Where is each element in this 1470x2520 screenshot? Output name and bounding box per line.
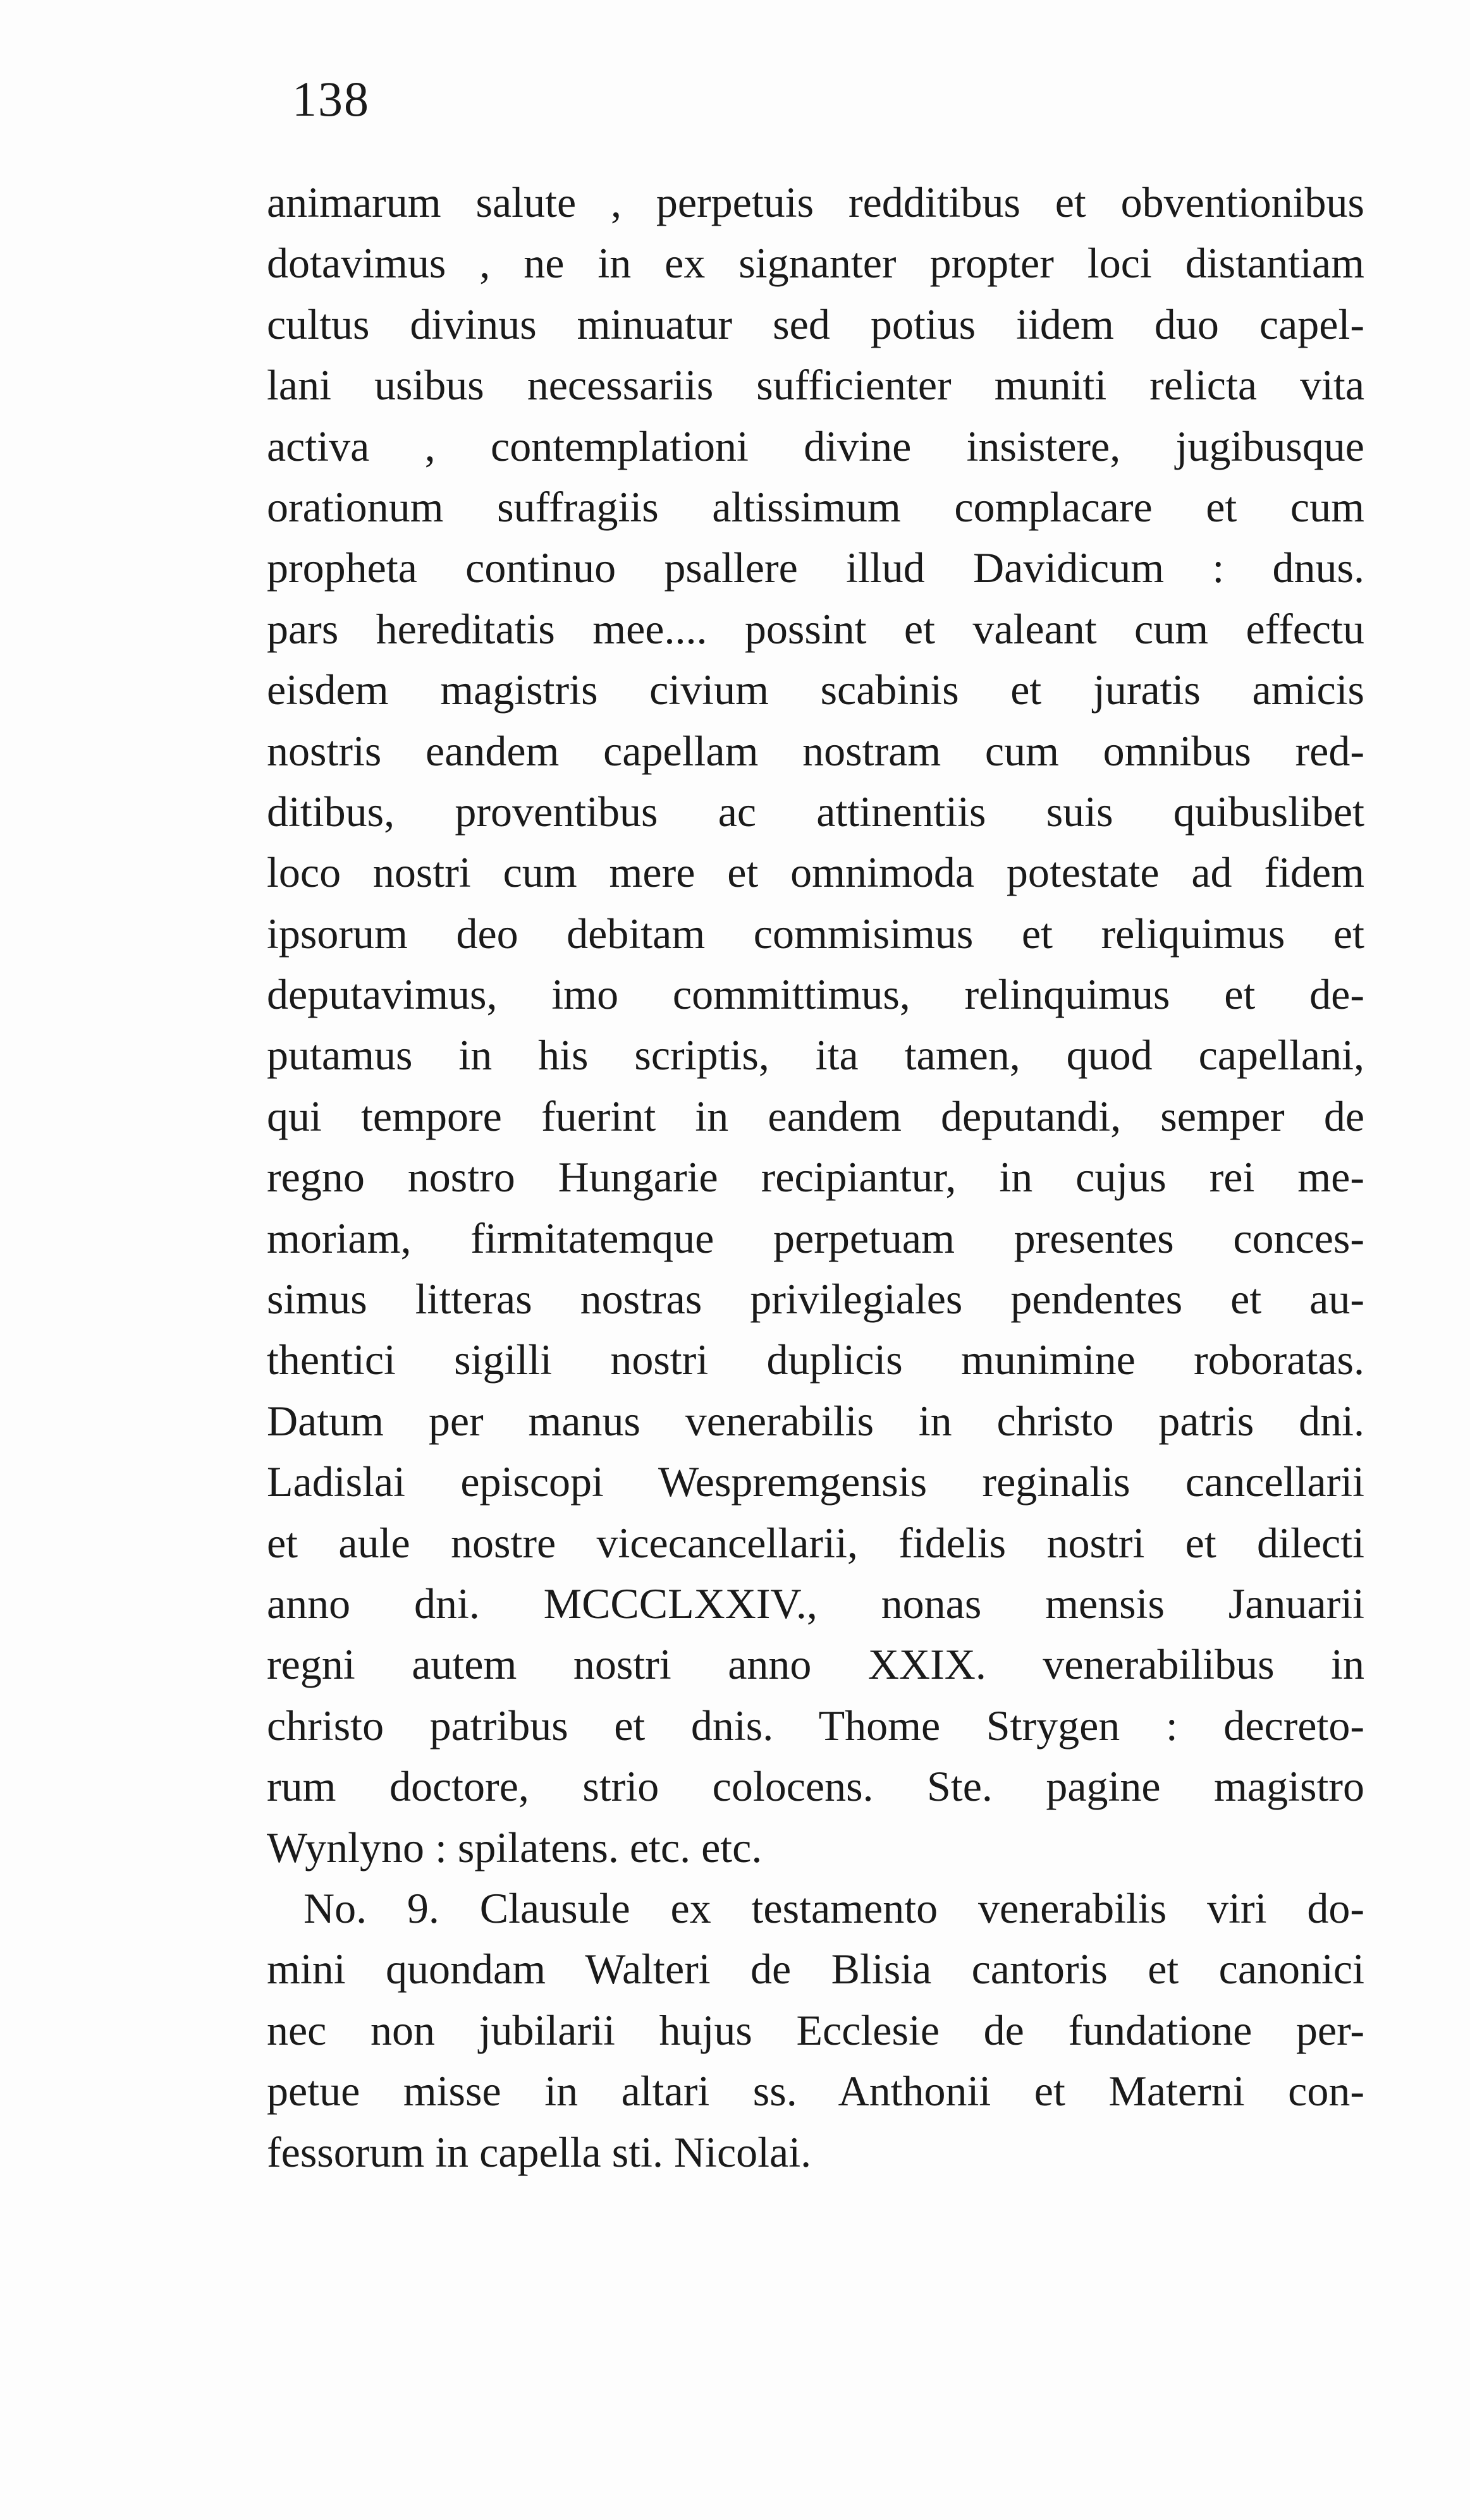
text-line: eisdem magistris civium scabinis et juratis amicis (267, 666, 1364, 714)
text-line: nec non jubilarii hujus Ecclesie de fundatione per- (267, 2006, 1364, 2054)
text-line: propheta continuo psallere illud Davidicum : dnus. (267, 544, 1364, 592)
text-line: qui tempore fuerint in eandem deputandi, semper de (267, 1092, 1364, 1140)
text-line: regno nostro Hungarie recipiantur, in cujus rei me- (267, 1153, 1364, 1202)
text-line: Ladislai episcopi Wespremgensis reginalis cancellarii (267, 1458, 1364, 1506)
text-line: et aule nostre vicecancellarii, fidelis nostri et dilecti (267, 1518, 1364, 1567)
page-number: 138 (292, 71, 370, 126)
body-text (267, 172, 1364, 2182)
text-line: deputavimus, imo committimus, relinquimus et de- (267, 970, 1364, 1019)
text-line: pars hereditatis mee.... possint et valeant cum effectu (267, 604, 1364, 653)
text-line: moriam, firmitatemque perpetuam presentes conces- (267, 1214, 1364, 1262)
text-line: Datum per manus venerabilis in christo patris dni. (267, 1396, 1364, 1445)
text-line: fessorum in capella sti. Nicolai. (267, 2127, 812, 2176)
text-line: activa , contemplationi divine insistere, jugibusque (267, 422, 1364, 470)
text-line: regni autem nostri anno XXIX. venerabilibus in (267, 1640, 1364, 1689)
text-line: mini quondam Walteri de Blisia cantoris et canonici (267, 1945, 1364, 1993)
text-line: simus litteras nostras privilegiales pendentes et au- (267, 1275, 1364, 1324)
text-line: lani usibus necessariis sufficienter muniti relicta vita (267, 361, 1364, 410)
text-line: ipsorum deo debitam commisimus et reliquimus et (267, 909, 1364, 958)
text-line: anno dni. MCCCLXXIV., nonas mensis Januarii (267, 1579, 1364, 1628)
text-line: cultus divinus minuatur sed potius iidem duo capel- (267, 300, 1364, 348)
text-line: christo patribus et dnis. Thome Strygen : decreto- (267, 1701, 1364, 1750)
text-line: animarum salute , perpetuis redditibus et obventionibus (267, 178, 1364, 226)
text-line: dotavimus , ne in ex signanter propter loci distantiam (267, 239, 1364, 288)
text-line: loco nostri cum mere et omnimoda potestate ad fidem (267, 848, 1364, 897)
text-line: orationum suffragiis altissimum complacare et cum (267, 482, 1364, 531)
text-line: thentici sigilli nostri duplicis munimine roboratas. (267, 1336, 1364, 1384)
text-line: ditibus, proventibus ac attinentiis suis quibuslibet (267, 787, 1364, 836)
text-line: petue misse in altari ss. Anthonii et Materni con- (267, 2067, 1364, 2115)
text-line: Wynlyno : spilatens. etc. etc. (267, 1823, 763, 1872)
text-line: nostris eandem capellam nostram cum omnibus red- (267, 726, 1364, 775)
text-line: No. 9. Clausule ex testamento venerabilis viri do- (303, 1884, 1364, 1932)
text-line: putamus in his scriptis, ita tamen, quod capellani, (267, 1031, 1364, 1080)
text-line: rum doctore, strio colocens. Ste. pagine magistro (267, 1762, 1364, 1811)
